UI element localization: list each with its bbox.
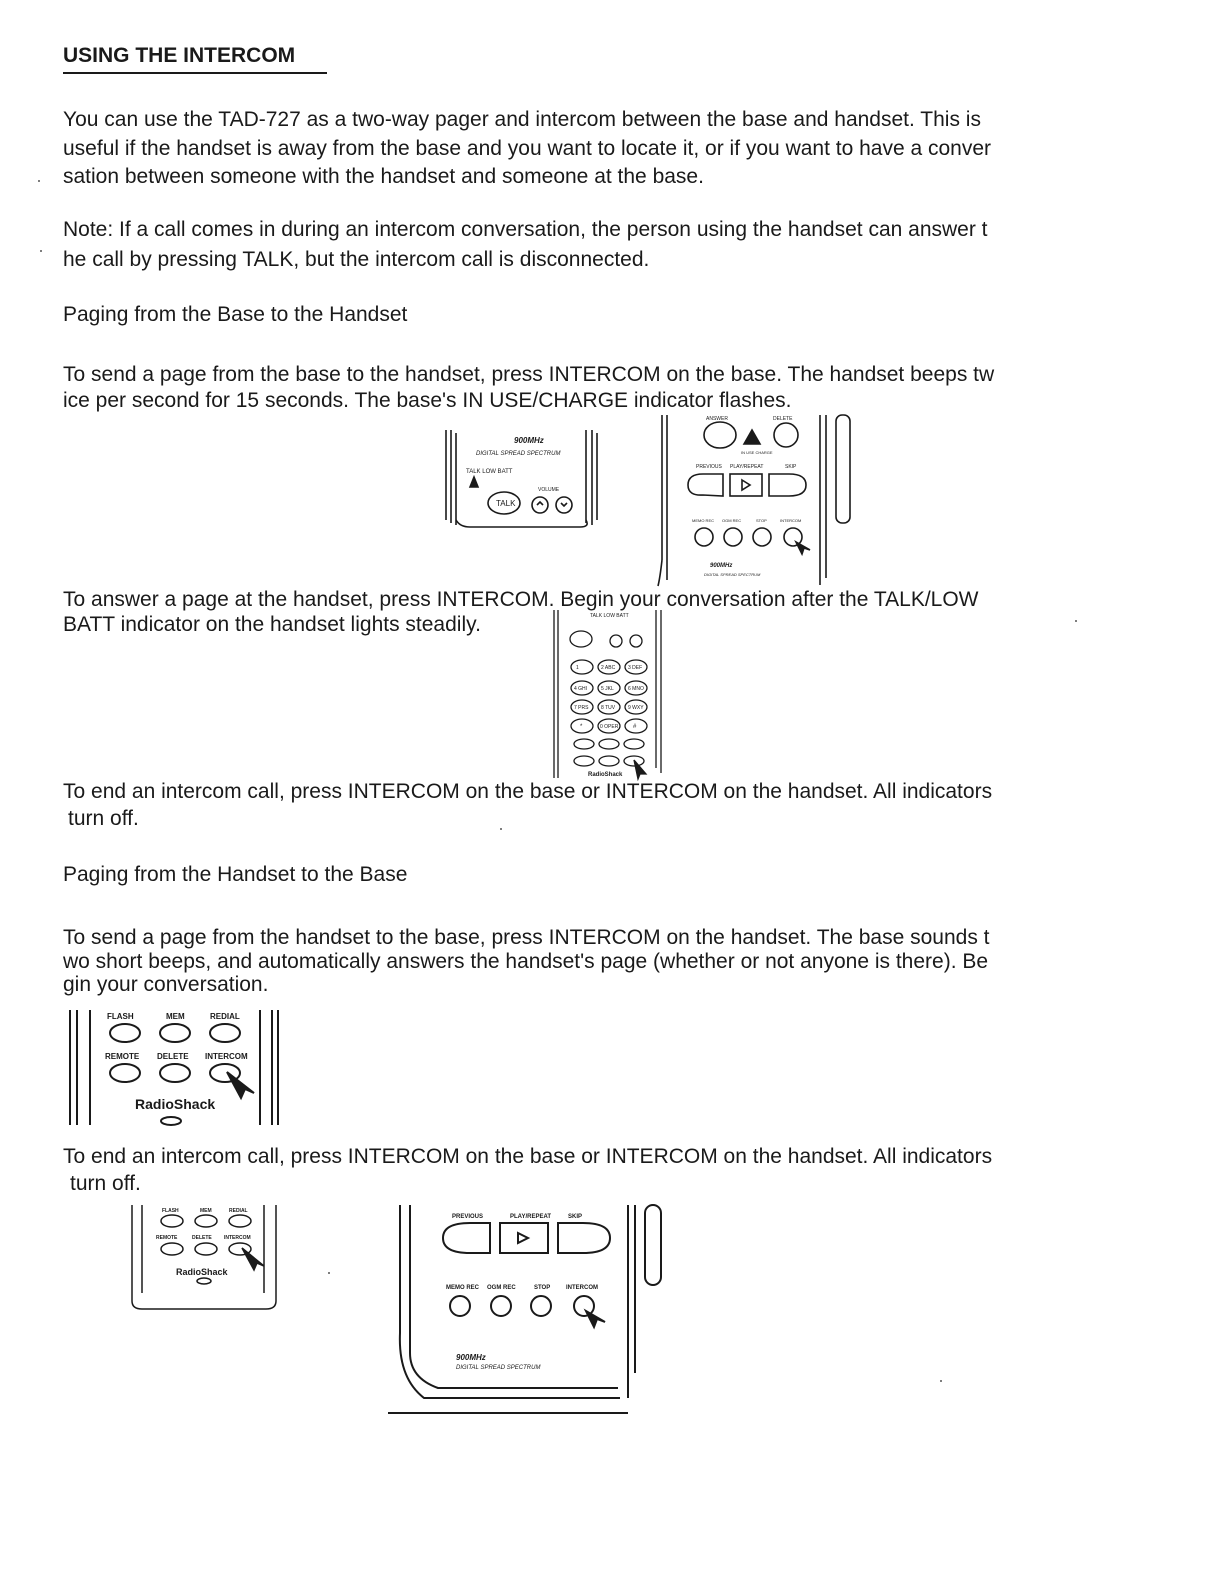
key-0: 0 OPER xyxy=(600,724,619,730)
scan-speck xyxy=(38,180,40,182)
title-underline xyxy=(63,72,327,74)
flash-label: FLASH xyxy=(107,1012,134,1021)
memo-rec-label: MEMO REC xyxy=(692,518,714,523)
intercom-label: INTERCOM xyxy=(780,518,802,523)
volume-label: VOLUME xyxy=(538,487,560,493)
key-7: 7 PRS xyxy=(574,705,589,711)
key-9: 9 WXY xyxy=(628,705,644,711)
stop-label: STOP xyxy=(756,518,767,523)
base-brand: 900MHz xyxy=(710,563,733,569)
intercom-label: INTERCOM xyxy=(205,1052,248,1061)
send-page-line: To send a page from the base to the handset, press INTERCOM on the base. The handset beeps tw xyxy=(63,363,995,386)
scan-speck xyxy=(500,828,502,830)
redial-label: REDIAL xyxy=(210,1012,240,1021)
base-bottom-figure xyxy=(388,1203,678,1418)
mem-label: MEM xyxy=(200,1208,212,1214)
answer-page-line: BATT indicator on the handset lights steadily. xyxy=(63,613,481,636)
skip-label: SKIP xyxy=(568,1214,583,1220)
intro-line: You can use the TAD-727 as a two-way pager and intercom between the base and handset. This is xyxy=(63,108,981,131)
handset-bottom-figure xyxy=(65,1005,290,1130)
flash-label: FLASH xyxy=(162,1208,179,1214)
memo-rec-label: MEMO REC xyxy=(446,1285,479,1291)
redial-label: REDIAL xyxy=(229,1208,248,1214)
section-heading-handset-to-base: Paging from the Handset to the Base xyxy=(63,863,408,886)
key-4: 4 GHI xyxy=(574,686,588,692)
remote-label: REMOTE xyxy=(105,1052,140,1061)
base-top-figure xyxy=(648,410,863,590)
scan-speck xyxy=(328,1272,330,1274)
handset-top-figure xyxy=(440,425,610,530)
key-star: * xyxy=(580,724,583,730)
intro-line: useful if the handset is away from the base and you want to locate it, or if you want to have a conver xyxy=(63,137,992,160)
in-use-charge-label: IN USE CHARGE xyxy=(741,450,773,455)
end-call-line: To end an intercom call, press INTERCOM on the base or INTERCOM on the handset. All indicators xyxy=(63,780,993,803)
scan-speck xyxy=(940,1380,942,1382)
base-brand: 900MHz xyxy=(456,1353,486,1362)
note-line: Note: If a call comes in during an intercom conversation, the person using the handset can answer t xyxy=(63,218,988,241)
send-page-line: To send a page from the handset to the base, press INTERCOM on the handset. The base sounds t xyxy=(63,926,990,949)
key-5: 5 JKL xyxy=(601,686,614,692)
key-2: 2 ABC xyxy=(601,665,616,671)
delete-label: DELETE xyxy=(157,1052,189,1061)
skip-label: SKIP xyxy=(785,464,797,470)
key-6: 6 MNO xyxy=(628,686,644,692)
radioshack-logo: RadioShack xyxy=(176,1267,228,1277)
scan-speck xyxy=(40,250,42,252)
talk-lowbatt-indicator: TALK LOW BATT xyxy=(466,469,513,475)
handset-subtitle: DIGITAL SPREAD SPECTRUM xyxy=(476,451,561,457)
send-page-line: ice per second for 15 seconds. The base's IN USE/CHARGE indicator flashes. xyxy=(63,389,792,412)
intercom-label: INTERCOM xyxy=(566,1285,598,1291)
base-subtitle: DIGITAL SPREAD SPECTRUM xyxy=(456,1365,541,1371)
key-3: 3 DEF xyxy=(628,665,643,671)
mem-label: MEM xyxy=(166,1012,185,1021)
key-8: 8 TUV xyxy=(601,705,616,711)
section-heading-base-to-handset: Paging from the Base to the Handset xyxy=(63,303,408,326)
ogm-rec-label: OGM REC xyxy=(722,518,742,523)
intro-line: sation between someone with the handset and someone at the base. xyxy=(63,165,704,188)
play-repeat-label: PLAY/REPEAT xyxy=(510,1214,552,1220)
base-subtitle: DIGITAL SPREAD SPECTRUM xyxy=(704,572,761,577)
previous-label: PREVIOUS xyxy=(452,1214,484,1220)
remote-label: REMOTE xyxy=(156,1235,178,1241)
page-title: USING THE INTERCOM xyxy=(63,44,296,67)
key-1: 1 xyxy=(576,665,579,671)
talk-button-label: TALK xyxy=(496,499,516,508)
key-hash: # xyxy=(633,724,637,730)
send-page-line: wo short beeps, and automatically answers the handset's page (whether or not anyone is there). Be xyxy=(63,950,989,973)
send-page-line: gin your conversation. xyxy=(63,973,269,996)
keypad-indicator: TALK LOW BATT xyxy=(590,613,629,619)
delete-label: DELETE xyxy=(192,1235,212,1241)
keypad-brand: RadioShack xyxy=(588,772,623,778)
handset-brand: 900MHz xyxy=(514,436,544,445)
answer-label: ANSWER xyxy=(706,416,728,422)
ogm-rec-label: OGM REC xyxy=(487,1285,516,1291)
handset-small-figure xyxy=(128,1203,283,1313)
keypad-figure xyxy=(548,608,672,780)
stop-label: STOP xyxy=(534,1285,551,1291)
end-call-line: turn off. xyxy=(68,807,139,830)
end-call-line: turn off. xyxy=(70,1172,141,1195)
scan-speck xyxy=(1075,620,1077,622)
radioshack-logo: RadioShack xyxy=(135,1096,216,1112)
end-call-line: To end an intercom call, press INTERCOM on the base or INTERCOM on the handset. All indicators xyxy=(63,1145,993,1168)
intercom-label: INTERCOM xyxy=(224,1235,251,1241)
answer-page-line: To answer a page at the handset, press INTERCOM. Begin your conversation after the TALK/LOW xyxy=(63,588,979,611)
delete-label: DELETE xyxy=(773,416,793,422)
play-repeat-label: PLAY/REPEAT xyxy=(730,464,764,470)
previous-label: PREVIOUS xyxy=(696,464,722,470)
note-line: he call by pressing TALK, but the intercom call is disconnected. xyxy=(63,248,650,271)
